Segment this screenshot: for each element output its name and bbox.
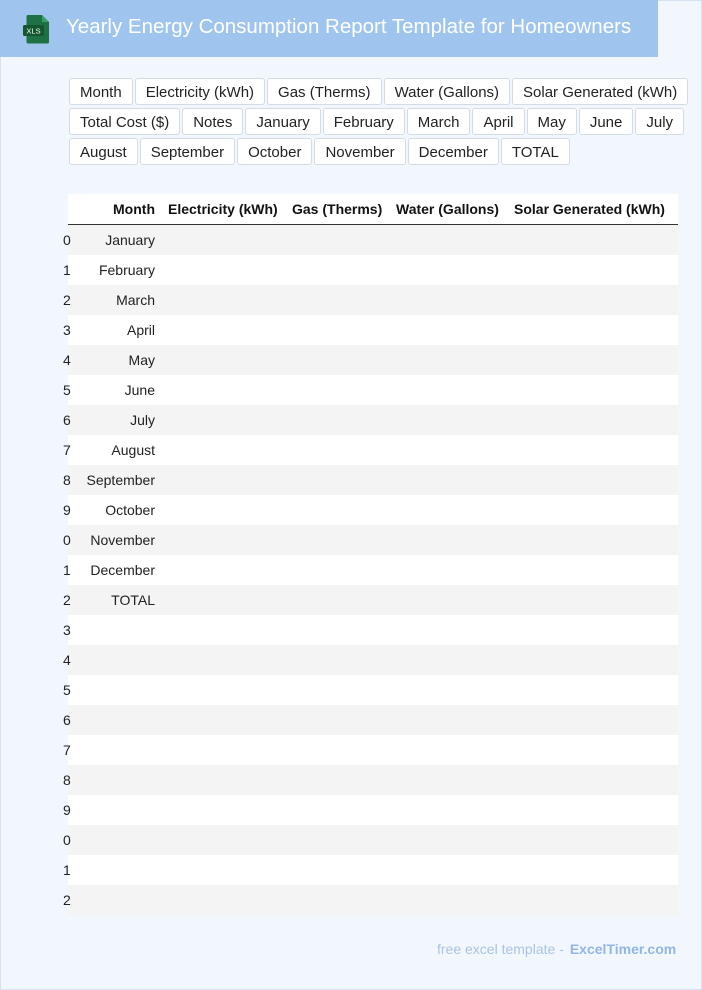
data-cell[interactable]: [286, 495, 391, 525]
row-index: 4: [63, 652, 71, 668]
column-tag-chip[interactable]: May: [527, 108, 577, 135]
table-row: [68, 795, 678, 825]
data-cell[interactable]: [163, 285, 286, 315]
month-cell[interactable]: [63, 585, 163, 615]
data-cell[interactable]: [163, 525, 286, 555]
month-label: April: [126, 322, 155, 338]
data-cell[interactable]: [391, 405, 509, 435]
month-cell[interactable]: [63, 645, 163, 675]
data-cell[interactable]: [163, 825, 286, 855]
data-cell[interactable]: [286, 405, 391, 435]
column-tag-chip[interactable]: Electricity (kWh): [135, 78, 265, 105]
data-cell[interactable]: [509, 765, 678, 795]
data-cell[interactable]: [391, 375, 509, 405]
data-cell[interactable]: [509, 825, 678, 855]
spreadsheet-table: [63, 194, 678, 914]
data-cell[interactable]: [391, 885, 509, 915]
column-header-month[interactable]: Month: [68, 194, 163, 225]
data-cell[interactable]: [509, 345, 678, 375]
data-cell[interactable]: [391, 465, 509, 495]
data-cell[interactable]: [163, 615, 286, 645]
column-tag-chip[interactable]: October: [237, 138, 312, 165]
column-tag-chip[interactable]: November: [314, 138, 405, 165]
data-cell[interactable]: [391, 735, 509, 765]
data-cell[interactable]: [163, 435, 286, 465]
table-row: [68, 225, 678, 256]
row-index: 0: [63, 832, 71, 848]
row-index: 3: [63, 322, 71, 338]
table-row: [68, 885, 678, 915]
column-header-solar[interactable]: Solar Generated (kWh): [509, 194, 678, 225]
month-cell[interactable]: [63, 225, 163, 256]
column-header-water[interactable]: Water (Gallons): [391, 194, 509, 225]
column-tag-chip[interactable]: Solar Generated (kWh): [512, 78, 688, 105]
month-cell[interactable]: [63, 885, 163, 915]
data-cell[interactable]: [163, 375, 286, 405]
table-row: [68, 825, 678, 855]
table-row: [68, 555, 678, 585]
row-index: 5: [63, 682, 71, 698]
month-cell[interactable]: [63, 825, 163, 855]
table-row: [68, 315, 678, 345]
month-cell[interactable]: [63, 465, 163, 495]
month-label: November: [90, 532, 155, 548]
data-cell[interactable]: [286, 225, 391, 256]
data-cell[interactable]: [391, 705, 509, 735]
data-cell[interactable]: [286, 255, 391, 285]
month-cell[interactable]: [63, 525, 163, 555]
table-row: [68, 615, 678, 645]
row-index: 0: [63, 232, 71, 248]
data-cell[interactable]: [391, 765, 509, 795]
table-row: [68, 585, 678, 615]
column-tag-chip[interactable]: December: [408, 138, 499, 165]
data-cell[interactable]: [286, 285, 391, 315]
table-row: [68, 255, 678, 285]
data-cell[interactable]: [509, 495, 678, 525]
table-header-row: [68, 194, 678, 225]
page-title: Yearly Energy Consumption Report Template for Homeowners: [66, 15, 632, 38]
data-cell[interactable]: [391, 285, 509, 315]
data-cell[interactable]: [286, 435, 391, 465]
data-cell[interactable]: [163, 765, 286, 795]
row-index: 1: [63, 262, 71, 278]
data-cell[interactable]: [509, 615, 678, 645]
row-index: 5: [63, 382, 71, 398]
month-cell[interactable]: [63, 255, 163, 285]
column-tag-chip[interactable]: Gas (Therms): [267, 78, 382, 105]
data-cell[interactable]: [286, 345, 391, 375]
data-cell[interactable]: [163, 345, 286, 375]
data-cell[interactable]: [286, 885, 391, 915]
data-cell[interactable]: [163, 735, 286, 765]
table-row: [68, 705, 678, 735]
data-cell[interactable]: [391, 615, 509, 645]
data-cell[interactable]: [391, 795, 509, 825]
data-cell[interactable]: [509, 405, 678, 435]
data-cell[interactable]: [286, 645, 391, 675]
month-label: October: [105, 502, 155, 518]
table-row: [68, 285, 678, 315]
data-cell[interactable]: [509, 735, 678, 765]
data-cell[interactable]: [286, 375, 391, 405]
data-cell[interactable]: [286, 735, 391, 765]
month-cell[interactable]: [63, 495, 163, 525]
month-cell[interactable]: [63, 675, 163, 705]
data-cell[interactable]: [509, 555, 678, 585]
data-cell[interactable]: [163, 465, 286, 495]
data-cell[interactable]: [286, 555, 391, 585]
column-tag-chip[interactable]: Month: [69, 78, 133, 105]
month-cell[interactable]: [63, 705, 163, 735]
data-cell[interactable]: [163, 585, 286, 615]
data-cell[interactable]: [163, 885, 286, 915]
xls-file-icon: [22, 14, 50, 44]
row-index: 6: [63, 712, 71, 728]
row-index: 8: [63, 772, 71, 788]
data-cell[interactable]: [286, 525, 391, 555]
column-tag-chip[interactable]: July: [635, 108, 684, 135]
column-tag-chip[interactable]: March: [407, 108, 471, 135]
month-cell[interactable]: [63, 615, 163, 645]
row-index: 0: [63, 532, 71, 548]
data-cell[interactable]: [509, 585, 678, 615]
table-row: [68, 375, 678, 405]
month-label: May: [128, 352, 155, 368]
month-cell[interactable]: [63, 375, 163, 405]
month-label: February: [98, 262, 155, 278]
column-tag-list: [69, 78, 689, 165]
data-cell[interactable]: [286, 825, 391, 855]
table-row: [68, 735, 678, 765]
row-index: 1: [63, 862, 71, 878]
data-cell[interactable]: [286, 615, 391, 645]
data-cell[interactable]: [163, 555, 286, 585]
month-label: September: [86, 472, 155, 488]
data-cell[interactable]: [163, 495, 286, 525]
data-cell[interactable]: [163, 405, 286, 435]
data-cell[interactable]: [391, 585, 509, 615]
row-index: 8: [63, 472, 71, 488]
file-icon-label: XLS: [26, 26, 41, 36]
row-index: 2: [63, 292, 71, 308]
table-row: [68, 405, 678, 435]
column-tag-chip[interactable]: April: [472, 108, 524, 135]
data-cell[interactable]: [509, 855, 678, 885]
data-cell[interactable]: [286, 675, 391, 705]
data-cell[interactable]: [509, 525, 678, 555]
data-cell[interactable]: [391, 255, 509, 285]
row-index: 4: [63, 352, 71, 368]
row-index: 3: [63, 622, 71, 638]
page-header: [0, 0, 658, 57]
data-cell[interactable]: [391, 555, 509, 585]
row-index: 1: [63, 562, 71, 578]
table-row: [68, 645, 678, 675]
data-cell[interactable]: [391, 675, 509, 705]
month-cell[interactable]: [63, 795, 163, 825]
data-cell[interactable]: [509, 315, 678, 345]
month-cell[interactable]: [63, 345, 163, 375]
data-cell[interactable]: [163, 315, 286, 345]
row-index: 7: [63, 742, 71, 758]
data-cell[interactable]: [391, 645, 509, 675]
month-cell[interactable]: [63, 405, 163, 435]
month-label: TOTAL: [111, 592, 155, 608]
column-tag-chip[interactable]: Total Cost ($): [69, 108, 180, 135]
data-cell[interactable]: [286, 465, 391, 495]
data-cell[interactable]: [509, 435, 678, 465]
table-row: [68, 525, 678, 555]
month-label: March: [116, 292, 155, 308]
month-cell[interactable]: [63, 285, 163, 315]
data-cell[interactable]: [391, 525, 509, 555]
row-index: 2: [63, 892, 71, 908]
data-cell[interactable]: [286, 315, 391, 345]
table-row: [68, 495, 678, 525]
row-index: 6: [63, 412, 71, 428]
table-row: [68, 855, 678, 885]
data-cell[interactable]: [286, 705, 391, 735]
data-cell[interactable]: [509, 225, 678, 256]
data-cell[interactable]: [163, 225, 286, 256]
column-tag-chip[interactable]: TOTAL: [501, 138, 570, 165]
data-cell[interactable]: [509, 285, 678, 315]
row-index: 7: [63, 442, 71, 458]
table-row: [68, 765, 678, 795]
data-cell[interactable]: [163, 855, 286, 885]
column-header-electricity[interactable]: Electricity (kWh): [163, 194, 286, 225]
data-cell[interactable]: [286, 585, 391, 615]
column-header-gas[interactable]: Gas (Therms): [286, 194, 391, 225]
data-cell[interactable]: [391, 495, 509, 525]
row-index: 9: [63, 502, 71, 518]
table-row: [68, 345, 678, 375]
month-cell[interactable]: [63, 735, 163, 765]
data-cell[interactable]: [509, 795, 678, 825]
data-cell[interactable]: [286, 855, 391, 885]
row-index: 9: [63, 802, 71, 818]
data-cell[interactable]: [509, 675, 678, 705]
column-tag-chip[interactable]: Notes: [182, 108, 243, 135]
column-tag-chip[interactable]: January: [245, 108, 320, 135]
column-tag-chip[interactable]: February: [323, 108, 405, 135]
data-cell[interactable]: [509, 645, 678, 675]
data-cell[interactable]: [509, 255, 678, 285]
data-cell[interactable]: [391, 825, 509, 855]
data-cell[interactable]: [509, 885, 678, 915]
footer-text: free excel template -: [437, 941, 564, 957]
month-label: July: [130, 412, 155, 428]
data-cell[interactable]: [391, 315, 509, 345]
data-cell[interactable]: [509, 705, 678, 735]
month-label: August: [111, 442, 155, 458]
data-cell[interactable]: [163, 705, 286, 735]
data-cell[interactable]: [163, 645, 286, 675]
data-cell[interactable]: [163, 795, 286, 825]
data-cell[interactable]: [509, 375, 678, 405]
table-row: [68, 465, 678, 495]
column-tag-chip[interactable]: Water (Gallons): [384, 78, 510, 105]
table-row: [68, 435, 678, 465]
column-tag-chip[interactable]: June: [579, 108, 634, 135]
column-tag-chip[interactable]: August: [69, 138, 138, 165]
month-cell[interactable]: [63, 435, 163, 465]
footer: [437, 941, 676, 957]
data-cell[interactable]: [163, 675, 286, 705]
data-cell[interactable]: [391, 345, 509, 375]
data-cell[interactable]: [509, 465, 678, 495]
column-tag-chip[interactable]: September: [140, 138, 235, 165]
month-cell[interactable]: [63, 555, 163, 585]
data-cell[interactable]: [391, 855, 509, 885]
data-cell[interactable]: [286, 765, 391, 795]
month-label: December: [90, 562, 155, 578]
data-cell[interactable]: [163, 255, 286, 285]
month-label: January: [105, 232, 155, 248]
table-row: [68, 675, 678, 705]
month-cell[interactable]: [63, 765, 163, 795]
data-cell[interactable]: [391, 225, 509, 256]
month-label: June: [124, 382, 155, 398]
month-cell[interactable]: [63, 315, 163, 345]
footer-site-link[interactable]: ExcelTimer.com: [569, 941, 677, 957]
month-cell[interactable]: [63, 855, 163, 885]
data-cell[interactable]: [286, 795, 391, 825]
row-index: 2: [63, 592, 71, 608]
data-cell[interactable]: [391, 435, 509, 465]
